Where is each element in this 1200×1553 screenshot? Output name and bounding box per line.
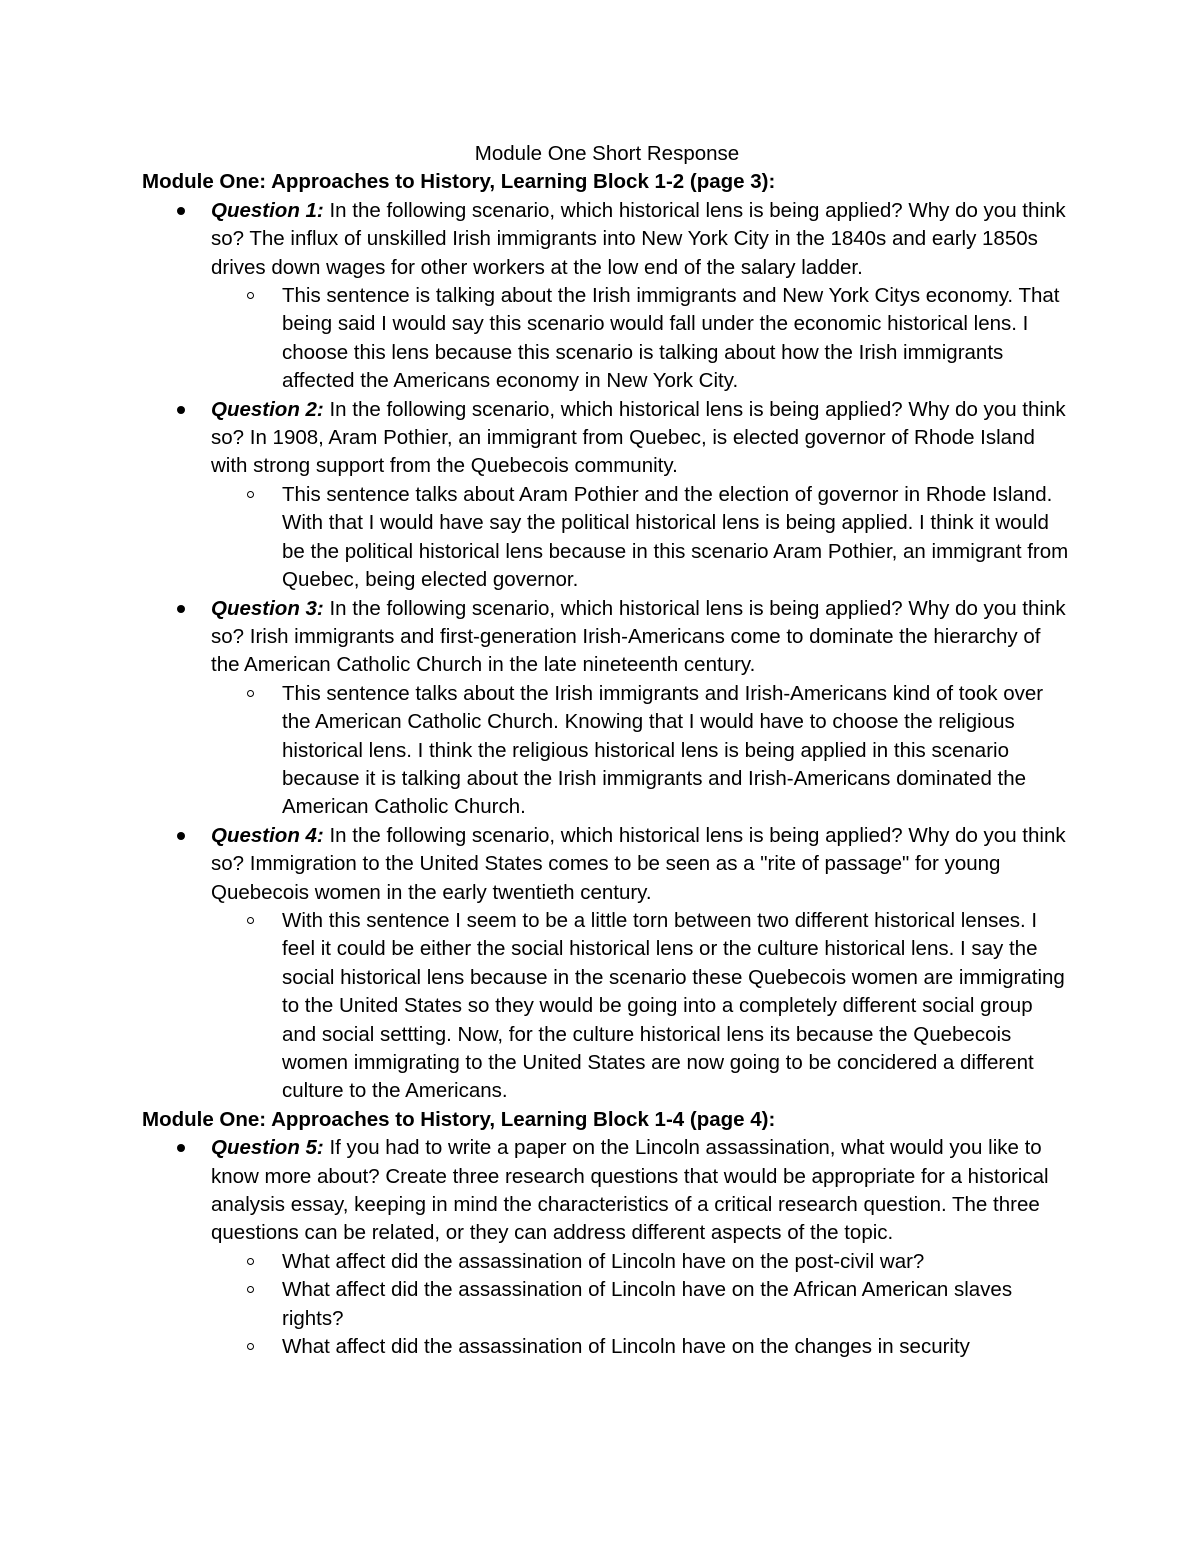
bullet-icon [177, 605, 185, 613]
document-title: Module One Short Response [474, 142, 740, 165]
section-heading: Module One: Approaches to History, Learning Block 1-2 (page 3): [142, 170, 776, 194]
section-heading: Module One: Approaches to History, Learning Block 1-4 (page 4): [142, 1107, 776, 1131]
answer-item [211, 680, 1072, 822]
answer-text: This sentence talks about Aram Pothier and the election of governor in Rhode Island. With that I would have say the political historical lens is being applied. I think it would be the political historical lens because in this scenario Aram Pothier, an immigrant from Quebec, being elected governor. [282, 482, 1069, 592]
bullet-icon [177, 1144, 185, 1152]
answer-item [211, 481, 1072, 595]
answer-text: With this sentence I seem to be a little torn between two different historical lenses. I feel it could be either the social historical lens or the culture historical lens. I say the social historical lens because in the scenario these Quebecois women are immigrating to the United States so they would be going into a completely different social group and social settting. Now, for the culture historical lens its because the Quebecois women immigrating to the United States are now going to be concidered a different culture to the Americans. [282, 908, 1065, 1103]
question-item [142, 396, 1072, 595]
question-text: In the following scenario, which historical lens is being applied? Why do you think so? The influx of unskilled Irish immigrants into New York City in the 1840s and early 1850s drives down wages for other workers at the low end of the salary ladder. [211, 198, 1066, 279]
section-1 [142, 168, 1072, 1105]
answer-list [211, 1248, 1072, 1362]
answer-item [211, 1276, 1072, 1333]
answer-item [211, 282, 1072, 396]
answer-list [211, 481, 1072, 595]
answer-text: This sentence talks about the Irish immigrants and Irish-Americans kind of took over the American Catholic Church. Knowing that I would have to choose the religious historical lens. I think the religious historical lens is being applied in this scenario because it is talking about the Irish immigrants and Irish-Americans dominated the American Catholic Church. [282, 681, 1044, 819]
question-list [142, 197, 1072, 1106]
answer-item [211, 907, 1072, 1106]
document-page [142, 140, 1072, 1361]
hollow-bullet-icon [247, 917, 254, 924]
question-item [142, 197, 1072, 396]
question-text: In the following scenario, which historical lens is being applied? Why do you think so? Immigration to the United States comes to be seen as a "rite of passage" for young Quebecois women in the early twentieth century. [211, 823, 1066, 904]
question-item [142, 595, 1072, 822]
hollow-bullet-icon [247, 1286, 254, 1293]
answer-text: What affect did the assassination of Lincoln have on the changes in security [282, 1335, 970, 1359]
hollow-bullet-icon [247, 292, 254, 299]
question-item [142, 822, 1072, 1106]
question-label: Question 4: [211, 823, 324, 847]
hollow-bullet-icon [247, 690, 254, 697]
hollow-bullet-icon [247, 491, 254, 498]
hollow-bullet-icon [247, 1343, 254, 1350]
question-text: If you had to write a paper on the Lincoln assassination, what would you like to know more about? Create three research questions that would be appropriate for a historical analysis essay, keeping in mind the characteristics of a critical research question. The three questions can be related, or they can address different aspects of the topic. [211, 1136, 1049, 1245]
question-label: Question 5: [211, 1136, 324, 1160]
question-label: Question 2: [211, 397, 324, 421]
answer-text: What affect did the assassination of Lincoln have on the post-civil war? [282, 1249, 925, 1273]
question-text: In the following scenario, which historical lens is being applied? Why do you think so? In 1908, Aram Pothier, an immigrant from Quebec, is elected governor of Rhode Island with strong support from the Quebecois community. [211, 397, 1066, 478]
answer-text: What affect did the assassination of Lincoln have on the African American slaves rights? [282, 1278, 1013, 1330]
answer-item [211, 1333, 1072, 1361]
question-list [142, 1134, 1072, 1361]
answer-text: This sentence is talking about the Irish immigrants and New York Citys economy. That being said I would say this scenario would fall under the economic historical lens. I choose this lens because this scenario is talking about how the Irish immigrants affected the Americans economy in New York City. [282, 284, 1060, 393]
bullet-icon [177, 406, 185, 414]
bullet-icon [177, 207, 185, 215]
question-text: In the following scenario, which historical lens is being applied? Why do you think so? Irish immigrants and first-generation Irish-Americans come to dominate the hierarchy of the American Catholic Church in the late nineteenth century. [211, 596, 1066, 677]
bullet-icon [177, 832, 185, 840]
question-label: Question 1: [211, 198, 324, 222]
answer-list [211, 282, 1072, 396]
answer-list [211, 907, 1072, 1106]
answer-list [211, 680, 1072, 822]
hollow-bullet-icon [247, 1258, 254, 1265]
question-item [142, 1134, 1072, 1361]
question-label: Question 3: [211, 596, 324, 620]
section-2 [142, 1106, 1072, 1362]
answer-item [211, 1248, 1072, 1276]
